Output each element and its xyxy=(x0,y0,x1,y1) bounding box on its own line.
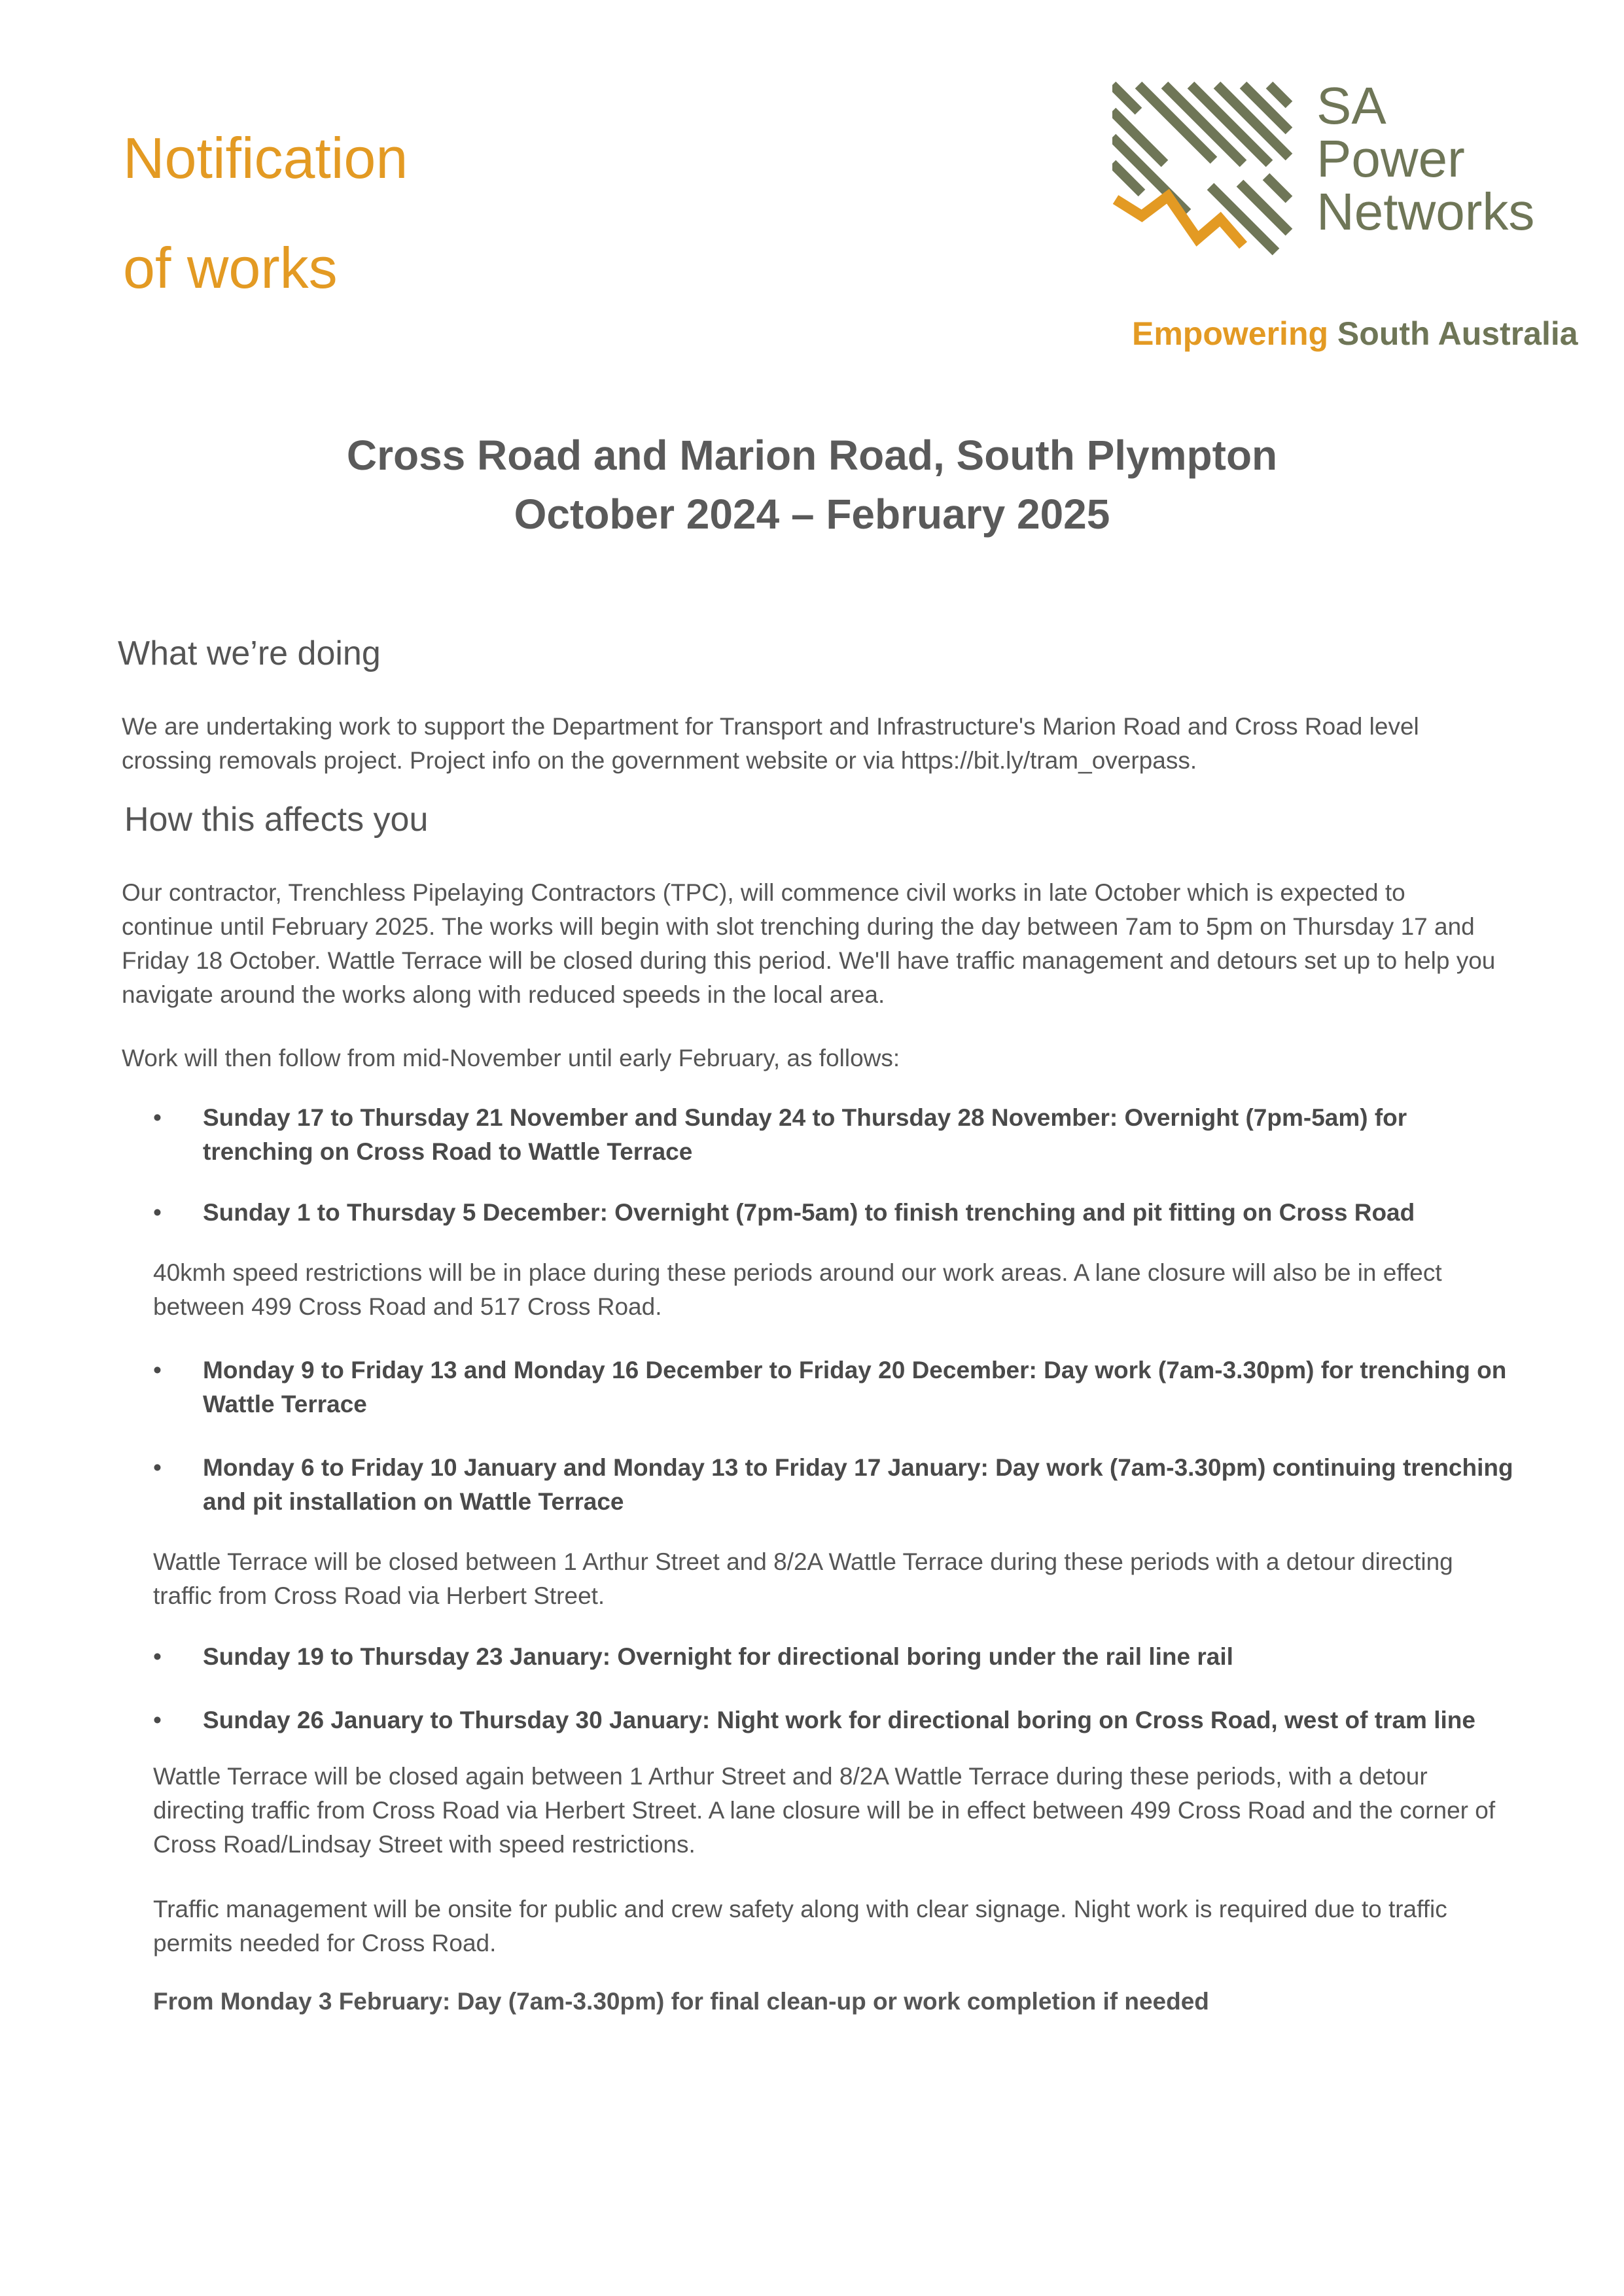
paragraph-doing: We are undertaking work to support the Department for Transport and Infrastructure's Marion Road and Cross Road level crossing removals project. Project info on the government website or via https://bit.ly/tram_overpass. xyxy=(122,713,1419,774)
page-title-dates: October 2024 – February 2025 xyxy=(514,491,1110,538)
schedule-list-item xyxy=(153,1640,1521,1674)
bullet-icon: • xyxy=(153,1199,162,1226)
bullet-icon: • xyxy=(153,1454,162,1481)
schedule-list-item xyxy=(153,1451,1521,1519)
paragraph-speed-restrictions: 40kmh speed restrictions will be in place during these periods around our work areas. A lane closure will also be in effect between 499 Cross Road and 517 Cross Road. xyxy=(153,1259,1442,1320)
bullet-icon: • xyxy=(153,1707,162,1733)
schedule-list-item xyxy=(153,1101,1521,1169)
notification-title-line2: of works xyxy=(123,235,338,300)
logo-stripe xyxy=(1112,85,1139,111)
paragraph-traffic-management: Traffic management will be onsite for public and crew safety along with clear signage. Night work is required due to traffic permits needed for Cross Road. xyxy=(153,1896,1447,1957)
logo-stripe xyxy=(1112,111,1165,164)
bullet-icon: • xyxy=(153,1357,162,1383)
logo-brand-line2: Power xyxy=(1316,130,1465,188)
bullet-icon: • xyxy=(153,1643,162,1670)
sa-power-networks-logo-icon xyxy=(1112,78,1309,271)
paragraph-follow: Work will then follow from mid-November until early February, as follows: xyxy=(122,1045,900,1071)
page-title-location: Cross Road and Marion Road, South Plympton xyxy=(346,432,1278,479)
section-heading-doing: What we’re doing xyxy=(118,635,381,672)
notification-title-line1: Notification xyxy=(123,126,408,190)
tagline-emphasis: Empowering xyxy=(1132,315,1329,352)
tagline-rest: South Australia xyxy=(1328,315,1578,352)
schedule-item-text: Monday 9 to Friday 13 and Monday 16 December to Friday 20 December: Day work (7am-3.30pm) for trenching on Wattle Terrace xyxy=(203,1357,1507,1418)
schedule-item-text: Sunday 17 to Thursday 21 November and Sunday 24 to Thursday 28 November: Overnight (7pm-5am) for trenching on Cross Road to Wattle Terrace xyxy=(203,1104,1407,1165)
paragraph-contractor: Our contractor, Trenchless Pipelaying Contractors (TPC), will commence civil works in late October which is expected to continue until February 2025. The works will begin with slot trenching during the day between 7am to 5pm on Thursday 17 and Friday 18 October. Wattle Terrace will be closed during this period. We'll have traffic management and detours set up to help you navigate around the works along with reduced speeds in the local area. xyxy=(122,879,1496,1008)
schedule-item-text: Sunday 19 to Thursday 23 January: Overnight for directional boring under the rail line rail xyxy=(203,1643,1233,1670)
schedule-list-item xyxy=(153,1196,1521,1230)
schedule-list-item xyxy=(153,1353,1521,1421)
schedule-item-text: Sunday 1 to Thursday 5 December: Overnight (7pm-5am) to finish trenching and pit fitting on Cross Road xyxy=(203,1199,1415,1226)
paragraph-wattle-closure: Wattle Terrace will be closed between 1 Arthur Street and 8/2A Wattle Terrace during these periods with a detour directing traffic from Cross Road via Herbert Street. xyxy=(153,1548,1453,1609)
schedule-item-text: Sunday 26 January to Thursday 30 January: Night work for directional boring on Cross Road, west of tram line xyxy=(203,1707,1475,1733)
bullet-icon: • xyxy=(153,1104,162,1131)
schedule-list-item xyxy=(153,1703,1521,1737)
section-heading-affects: How this affects you xyxy=(124,801,429,839)
paragraph-wattle-closure-again: Wattle Terrace will be closed again between 1 Arthur Street and 8/2A Wattle Terrace during these periods, with a detour directing traffic from Cross Road via Herbert Street. A lane closure will be in effect between 499 Cross Road and the corner of Cross Road/Lindsay Street with speed restrictions. xyxy=(153,1763,1496,1858)
logo-tagline xyxy=(1132,317,1578,350)
logo-stripe xyxy=(1266,177,1289,200)
logo-stripe xyxy=(1269,85,1289,105)
schedule-item-text: Monday 6 to Friday 10 January and Monday 13 to Friday 17 January: Day work (7am-3.30pm) continuing trenching and pit installation on Wattle Terrace xyxy=(203,1454,1513,1515)
paragraph-final-works: From Monday 3 February: Day (7am-3.30pm) for final clean-up or work completion if needed xyxy=(153,1988,1209,2015)
logo-brand-line3: Networks xyxy=(1316,183,1535,241)
logo-brand-line1: SA xyxy=(1316,77,1386,135)
